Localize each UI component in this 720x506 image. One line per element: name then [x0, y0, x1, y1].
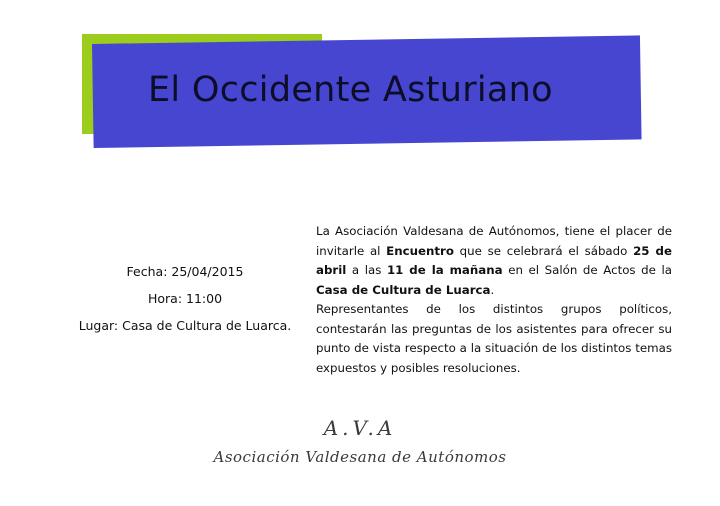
event-place: Lugar: Casa de Cultura de Luarca. [78, 318, 292, 333]
text-run: que se celebrará el sábado [453, 243, 634, 258]
invitation-text [316, 222, 672, 378]
invitation-paragraph-2: Representantes de los distintos grupos políticos, contestarán las preguntas de los asistentes para ofrecer su punto de vista respecto a la situación de los distintos temas expuestos y posibles resoluciones. [316, 302, 672, 375]
signature-name: Asociación Valdesana de Autónomos [213, 448, 507, 466]
text-run: en el Salón de Actos de la [502, 263, 673, 277]
text-run-bold: 25 de abril [316, 243, 672, 277]
text-run: La Asociación Valdesana de Autónomos, tiene el placer de invitarle al [316, 224, 672, 258]
header-banner [0, 0, 720, 200]
text-run: a las [346, 263, 387, 277]
page-title: El Occidente Asturiano [148, 70, 553, 110]
event-date: Fecha: 25/04/2015 [126, 264, 244, 279]
invitation-paragraph-1 [316, 222, 672, 300]
text-run-bold: 11 de la mañana [386, 263, 503, 277]
text-run-bold: Encuentro [386, 243, 454, 258]
signature-initials: A.V.A [323, 416, 397, 440]
event-time: Hora: 11:00 [147, 291, 223, 306]
text-run: . [490, 282, 495, 297]
event-details [70, 258, 300, 339]
text-run-bold: Casa de Cultura de Luarca [316, 282, 491, 297]
